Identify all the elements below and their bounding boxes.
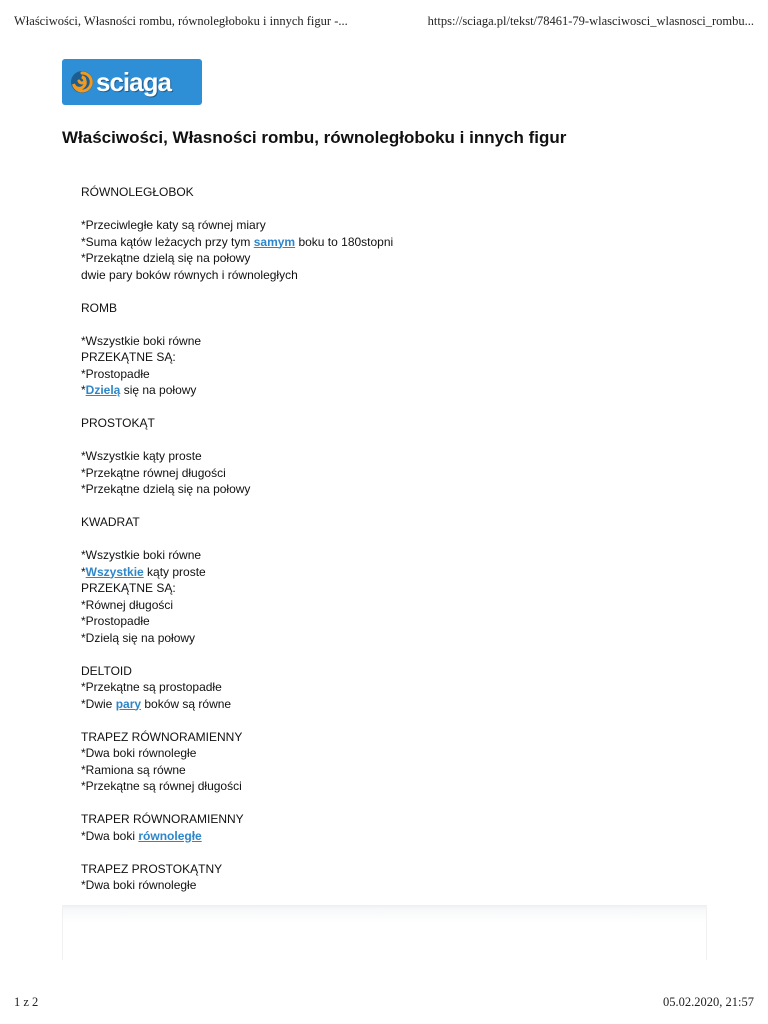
link-samym[interactable]: samym [253,234,296,249]
text-line [81,234,681,251]
link-pary[interactable]: pary [115,696,142,711]
text-line [81,564,681,581]
page-number: 1 z 2 [14,995,39,1009]
link-wszystkie[interactable]: Wszystkie [85,564,144,579]
text-fragment: *Suma kątów leżacych przy tym [81,234,254,249]
text-fragment: * [81,383,86,397]
text-line: *Dwa boki równoległe [81,746,197,760]
section-heading: DELTOID [81,663,132,678]
text-line: *Przekątne dzielą się na połowy [81,251,251,265]
spacer [81,498,681,515]
text-line: PRZEKĄTNE SĄ: [81,350,176,364]
text-line: *Przeciwległe katy są równej miary [81,218,266,232]
swirl-icon [70,70,94,94]
spacer [81,844,681,861]
logo-text: sciaga [96,66,171,97]
text-line [81,828,681,845]
section-heading: TRAPER RÓWNORAMIENNY [81,812,244,826]
spacer [81,283,681,300]
text-line: *Przekątne równej długości [81,465,226,480]
spacer [81,399,681,416]
text-line: *Wszystkie boki równe [81,548,202,562]
print-header-title: Właściwości, Własności rombu, równoległoboku i innych figur -... [14,14,348,28]
text-line: *Przekątne są prostopadłe [81,680,222,694]
spacer [81,712,681,729]
text-line: *Dzielą się na połowy [81,630,196,645]
spacer [81,316,681,333]
spacer [81,646,681,663]
print-header-url: https://sciaga.pl/tekst/78461-79-wlasciwosci_wlasnosci_rombu... [427,14,754,28]
text-line: dwie pary boków równych i równoległych [81,267,298,282]
text-fragment: kąty proste [143,564,206,579]
spacer [81,531,681,548]
sciaga-logo[interactable] [62,59,202,105]
text-fragment: boku to 180stopni [295,234,394,249]
text-fragment: *Dwa boki [81,828,139,843]
text-fragment: się na połowy [120,383,197,397]
text-line: *Wszystkie boki równe [81,333,202,348]
text-fragment: boków są równe [141,696,232,711]
section-heading: KWADRAT [81,515,140,529]
spacer [81,201,681,218]
text-line: *Ramiona są równe [81,762,186,777]
text-line [81,382,681,399]
section-heading: PROSTOKĄT [81,416,155,430]
text-line: *Dwa boki równoległe [81,878,197,892]
text-line: *Wszystkie kąty proste [81,449,202,463]
page-title: Właściwości, Własności rombu, równoległoboku i innych figur [62,128,567,147]
text-line: *Równej długości [81,597,174,612]
section-heading: RÓWNOLEGŁOBOK [81,185,194,199]
link-rownolegle[interactable]: równoległe [138,828,202,843]
print-datetime: 05.02.2020, 21:57 [663,995,754,1009]
section-heading: ROMB [81,300,117,315]
article-content [81,184,681,894]
spacer [81,795,681,812]
text-line: *Prostopadłe [81,614,150,628]
text-line [81,696,681,713]
content-divider [62,905,707,960]
text-fragment: *Dwie [81,696,116,711]
text-line: PRZEKĄTNE SĄ: [81,581,176,595]
section-heading: TRAPEZ RÓWNORAMIENNY [81,729,243,744]
text-line: *Prostopadłe [81,366,150,381]
print-footer [14,994,754,1010]
link-dziela[interactable]: Dzielą [85,383,121,397]
spacer [81,432,681,449]
text-fragment: * [81,564,86,579]
text-line: *Przekątne są równej długości [81,779,242,793]
print-header [14,14,754,30]
text-line: *Przekątne dzielą się na połowy [81,482,251,496]
section-heading: TRAPEZ PROSTOKĄTNY [81,861,223,876]
